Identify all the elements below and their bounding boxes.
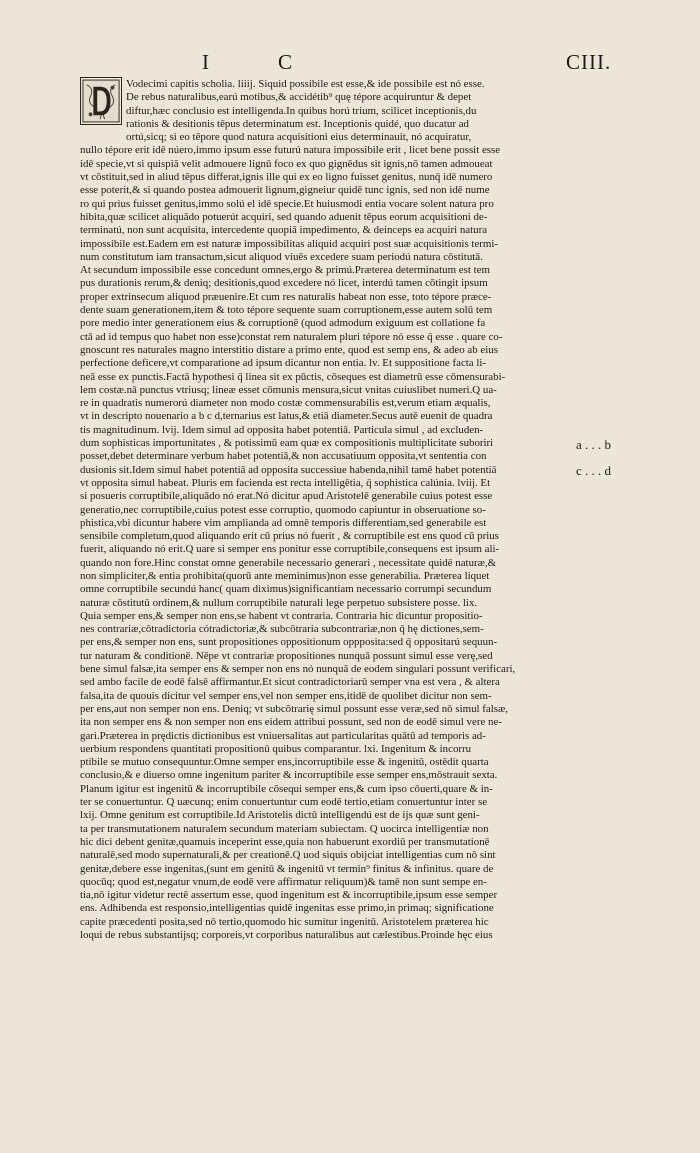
text-line: terminatú, non sunt acquisita, intercedente quopiā impedimento, & deinceps ea acquiri natura xyxy=(80,224,488,237)
text-line: ita non semper ens & non semper non ens eidem attribui possunt, sed non de eodē simul vere ne- xyxy=(80,716,502,729)
text-line: lem costæ.nā punctus vtriusq; lineæ esset cōmunis mensura,sicut vnitas cuiuslibet numeri.Q ua- xyxy=(80,383,497,396)
text-line: re in quadratis numerorú diameter non modo costæ commensurabilis est,verum etiam æqualis, xyxy=(80,397,491,410)
text-line: per ens,aut non semper non ens. Deniq; vt subcōtrarię simul possunt esse veræ,sed nō simul falsæ, xyxy=(80,702,508,715)
text-line: phistica,vbi dicuntur habere vim amplianda ad omnē temporis differentiam,sed generabile est xyxy=(80,516,487,529)
text-line: nes contrariæ,cōtradictoria cótradictoriæ,& subcōtraria subcontrariæ,non q̄ hę dictiones,sem- xyxy=(80,623,484,636)
text-line: naturalē,sed modo supernaturali,& per creationē.Q uod siquis obijciat intelligentias cum nō sint xyxy=(80,849,496,862)
text-line: Vodecimi capitis scholia. liiij. Siquid possibile est esse,& ide possibile est nó esse. xyxy=(126,78,485,90)
text-line: At secundum impossibile esse concedunt omnes,ergo & primú.Præterea determinatum est tem xyxy=(80,264,490,277)
text-line: lxij. Omne genitum est corruptibile.Id Aristotelis dictū intelligendú est de ijs quæ sunt geni- xyxy=(80,809,480,822)
text-line: fuerit, aliquando nó erit.Q uare si semper ens ponitur esse corruptibile,consequens est ipsum ali- xyxy=(80,543,500,556)
text-line: ptibile se mutuo consequuntur.Omne semper ens,incorruptibile esse & ingenitū, ostēdit quarta xyxy=(80,756,489,769)
text-line: uerbium respondens quantitati propositionū quibus comparantur. lxi. Ingenitum & incorru xyxy=(80,742,472,755)
text-line: tur naturam & conditionē. Nēpe vt contrariæ propositiones nunquā possunt simul esse verę,sed xyxy=(80,649,493,662)
text-line: vt in descripto nouenario a b c d,ternarius est latus,& etiā diameter.Secus autē euenit de quadra xyxy=(80,410,493,423)
margin-note-ab: a . . . b xyxy=(576,437,612,452)
text-line: loqui de rebus substantijsq; corporeis,vt corporibus naturalibus aut cælestibus.Proinde hęc eius xyxy=(80,929,493,941)
text-line: esse poterit,& si quando postea admouerit lignum,gigneiur quidē tunc ignis, sed non idē nume xyxy=(80,184,490,197)
text-line: omne corruptibile secundú hanc( quam diximus)significantiam necessario corrumpi secundum xyxy=(80,583,492,596)
text-line: idē specie,vt si quispiā velit admouere lignū foco ex quo gignēdus sit ignis,nō tamen admoueat xyxy=(80,157,493,170)
text-line: De rebus naturalibus,earú motibus,& accidétib⁹ quę tépore acquiruntur & depet xyxy=(126,91,472,104)
text-line: non simpliciter,& entia prohibita(quorū ante meminimus)non esse generabilia. Præterea liquet xyxy=(80,569,490,582)
text-line: sensibile completum,quod aliquando erit cū prius nó fuerit , & corruptibile est ens quod cū prius xyxy=(80,530,499,543)
running-header xyxy=(0,50,700,80)
text-line: rationis & desitionis tēpus determinatum est. Inceptionis quidé, quo ducatur ad xyxy=(126,117,469,130)
text-line: gnoscunt res naturales magno interstitio distare a primo ente, quod est semp ens, & adeo ab eius xyxy=(80,343,498,356)
text-line: ens. Adhibenda est responsio,intelligentias quidē ingenitas esse primo,in primaq; significatione xyxy=(80,902,494,915)
text-line: quando non fore.Hinc constat omne generabile necessario generari , necessitate quidē naturæ,& xyxy=(80,556,497,569)
text-line: pore medio inter generationem eius & corruptionē (quod admodum exiguum est collatione fa xyxy=(80,317,486,330)
text-line: Planum igitur est ingenitū & incorruptibile cōsequi semper ens,& cum ipso cōuerti,quare & in- xyxy=(80,782,493,795)
text-line: tis magnitudinum. lvij. Idem simul ad opposita habet potentiā. Particula simul , ad excluden- xyxy=(80,423,484,436)
header-left-letter: I xyxy=(202,50,210,74)
text-line: falsa,ita de quouis dicitur vel semper ens,vel non semper ens,itidē de quolibet dicitur non sem- xyxy=(80,689,492,702)
text-line: posset,debet determinare verbum habet potentiā,& non accusatiuum opposita,vt sententia con xyxy=(80,450,487,463)
text-line: sed ambo facile de eodē falsē affirmantur.Et sicut contradictoriarū semper vna est vera , & altera xyxy=(80,676,500,689)
text-line: diftur,hæc conclusio est intelligenda.In quibus horú trium, scilicet inceptionis,du xyxy=(126,104,477,117)
text-line: dusionis sit.Idem simul habet potentiā ad opposita successiue habenda,nihil tamē habet potentiā xyxy=(80,463,497,476)
margin-note-cd: c . . . d xyxy=(576,463,612,478)
text-line: vt opposita simul habeat. Pluris em facienda est recta intelligētia, q̄ sophistica calúnia. lviij. Et xyxy=(80,476,491,489)
text-line: ctā ad id tempus quo habet non esse)constat rem naturalem pluri tépore nó esse q̄ esse . quare co- xyxy=(80,330,503,343)
text-line: si posueris corruptibile,aliquādo nó erat.Nó dicitur apud Aristotelē generabile cuius potest esse xyxy=(80,490,493,503)
text-line: vt cōstituit,sed in aliud tēpus differat,ignis ille qui ex eo ligno fuisset genitus, nunq̄ idē numero xyxy=(80,171,493,184)
text-line: hibita,quæ scilicet aliquādo potuerút acquiri, sed quando aduenit tēpus eorum acquisitioni de- xyxy=(80,210,488,223)
text-line: ta per transmutationem naturalem secundum materiam subiectam. Q uocirca intelligentiæ non xyxy=(80,822,489,835)
text-line: quocūq; quod est,negatur vnum,de eodē vere affirmatur reliquum)& tamē non sunt sempe en- xyxy=(80,875,487,888)
text-line: pus durationis rerum,& deniq; desitionis,quod excedere nó licet, interdú tamen cōtingit ipsum xyxy=(80,277,488,290)
text-line: gari.Præterea in prędictis dictionibus est vniuersalitas aut particularitas quātū ad temporis ad- xyxy=(80,729,486,742)
text-line: Quia semper ens,& semper non ens,se habent vt contraria. Contraria hic dicuntur propositio- xyxy=(80,609,483,622)
folio-number: CIII. xyxy=(566,50,612,74)
text-line: conclusio,& e diuerso omne ingenitum pariter & incorruptibile esse semper ens,mōstrauit sexta. xyxy=(80,769,498,782)
text-line: tia,nō igitur videtur rectē assertum esse, quod ingenitum est & incorruptibile,ipsum esse semper xyxy=(80,889,498,902)
text-line: impossibile est.Eadem em est naturæ impossibilitas aliquid acquiri post suæ acquisitionis termi- xyxy=(80,237,499,250)
text-line: perfectione deficere,vt comparatione ad ipsum dicantur non entia. lv. Et suppositione facta li- xyxy=(80,357,487,370)
text-line: hic dici debent genitæ,quamuis inceperint esse,quia non habuerunt exordiū per transmutationē xyxy=(80,835,490,848)
text-line: ro qui prius fuisset genitus,immo solú el idē specie.Et huiusmodi entia vocare solent natura pro xyxy=(80,197,494,210)
text-line: ortú,sicq; si eo tēpore quod natura acquisitioni eius determinauit, nó acquiratur, xyxy=(126,131,472,144)
text-line: nullo tépore erit idē núero,immo ipsum esse futurú natura impossibile erit , licet bene possit esse xyxy=(80,144,501,157)
text-line: num constitutum iam transactum,sicut aliquod viuēs excedere suam periodú natura cōstitutā. xyxy=(80,250,483,263)
text-line: ter se conuertuntur. Q uæcunq; enim conuertuntur cum eodē tertio,etiam conuertuntur inter se xyxy=(80,796,488,809)
text-line: genitæ,debere esse ingenitas,(sunt em genitū & ingenitū vt termin⁹ finitus & infinitus. quare de xyxy=(80,862,494,875)
text-line: per ens,& semper non ens, sunt propositiones oppositionum oppposita:sed q̄ oppositarú sequun- xyxy=(80,636,498,649)
text-line: dum sophisticas importunitates , & potissimū eam quæ ex compositionis multiplicitate suboriri xyxy=(80,437,494,450)
text-line: dente suam generationem,item & toto tépore sequente suam corruptionem,esse autem solū tem xyxy=(80,304,493,317)
text-line: bene simul falsæ,ita semper ens & semper non ens nó nunquā de eodem singulari possunt verificari, xyxy=(80,663,516,676)
header-middle-letter: C xyxy=(278,50,294,74)
text-line: neā esse ex punctis.Factā hypothesi q̄ linea sit ex pūctis, cōseques est diametrū esse cōmensurabi- xyxy=(80,370,506,383)
text-line: proper extrinsecum aliquod præuenire.Et cum res naturalis habeat non esse, toto tépore præce- xyxy=(80,290,492,303)
commentary-text xyxy=(80,78,578,942)
text-line: naturæ cōstitutū ordinem,& nullum corruptibile naturali lege perpetuo subsistere posse. lix. xyxy=(80,596,478,609)
text-line: generatio,nec corruptibile,cuius potest esse corruptio, quomodo capiuntur in obseruatione so- xyxy=(80,503,486,516)
text-line: capite præcedenti posita,sed nō tertio,quomodo hic sumitur ingenitū. Aristotelem præterea hic xyxy=(80,915,489,928)
